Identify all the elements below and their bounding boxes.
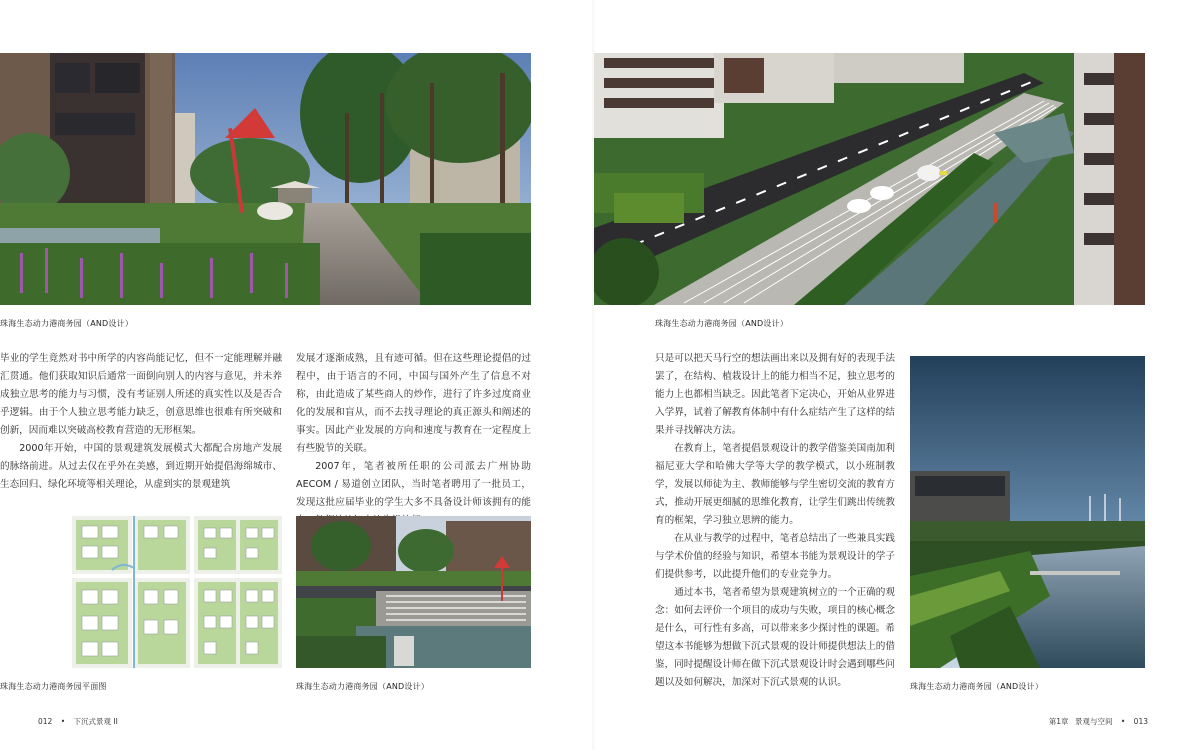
caption-top-left-photo: 珠海生态动力港商务园（AND设计） — [0, 319, 134, 328]
chapter-title: 景观与空间 — [1074, 717, 1113, 726]
photo-sunken-plaza — [296, 516, 531, 668]
paragraph: 2000年开始，中国的景观建筑发展模式大都配合房地产发展的脉络前进。从过去仅在乎外在美感，到近期开始提倡海绵城市、生态回归、绿化环境等相关理论，从虚到实的景观建筑 — [0, 443, 282, 490]
photo-aerial-canal — [594, 53, 1145, 305]
paragraph: 毕业的学生竟然对书中所学的内容尚能记忆，但不一定能理解并融汇贯通。他们获取知识后通常一面倒向别人的内容与意见，并未养成独立思考的能力与习惯，没有考证别人所述的真实性以及是否合乎逻辑。由于个人独立思考能力缺乏，创意思维也很难有所突破和创新，因而难以突破高校教育营造的无形框架。 — [0, 353, 282, 436]
page-number: 012 — [38, 717, 53, 726]
paragraph: 在教育上，笔者提倡景观设计的教学借鉴美国南加利福尼亚大学和哈佛大学等大学的教学模式，以小班制教学，发展以师徒为主、教师能够与学生密切交流的教育方式，推动开展更细腻的思维化教育，让学生们跳出传统教育的框架，学习独立思辨的能力。 — [655, 443, 895, 526]
site-plan-drawing — [72, 516, 282, 668]
caption-site-plan: 珠海生态动力港商务园平面图 — [0, 682, 107, 691]
paragraph: 只是可以把天马行空的想法画出来以及拥有好的表现手法罢了，在结构、植栽设计上的能力相当不足，独立思考的能力上也都相当缺乏。因此笔者下定决心，开始从业界进入学界，试着了解教育体制中有什么症结产生了这样的结果并寻找解决方法。 — [655, 353, 895, 436]
book-title: 下沉式景观 II — [73, 717, 118, 726]
footer-bullet: • — [60, 717, 66, 726]
chapter-label: 第1章 — [1048, 717, 1069, 726]
caption-top-right-photo: 珠海生态动力港商务园（AND设计） — [655, 319, 789, 328]
paragraph: 通过本书，笔者希望为景观建筑树立的一个正确的观念：如何去评价一个项目的成功与失败，项目的核心概念是什么，可行性有多高，可以带来多少探讨性的课题。希望这本书能够为想做下沉式景观的设计师提供想法上的借鉴，同时提醒设计师在做下沉式景观设计时会遇到哪些问题以及如何解决，加深对下沉式景观的认识。 — [655, 587, 895, 688]
caption-bottom-left-photo: 珠海生态动力港商务园（AND设计） — [296, 682, 430, 691]
page-number: 013 — [1133, 717, 1148, 726]
left-footer — [38, 716, 118, 727]
left-text-column-2 — [296, 350, 531, 530]
paragraph: 在从业与教学的过程中，笔者总结出了一些兼具实践与学术价值的经验与知识，希望本书能为景观设计的学子们提供参考，以此提升他们的专业竞争力。 — [655, 533, 895, 580]
right-footer — [1049, 716, 1148, 727]
photo-sunken-garden-pool — [910, 356, 1145, 668]
right-text-column — [655, 350, 895, 692]
paragraph: 发展才逐渐成熟，且有迹可循。但在这些理论提倡的过程中，由于语言的不同，中国与国外产生了信息不对称，由此造成了某些商人的炒作，进行了许多过度商业化的发展和盲从，而不去找寻理论的真正源头和阐述的事实。因此产业发展的方向和速度与教育在一定程度上有些脱节的关联。 — [296, 353, 531, 454]
left-text-column-1 — [0, 350, 282, 494]
photo-boardwalk-red-lamp — [0, 53, 531, 305]
caption-bottom-right-photo: 珠海生态动力港商务园（AND设计） — [910, 682, 1044, 691]
paragraph: 2007年，笔者被所任职的公司派去广州协助AECOM / 易道创立团队，当时笔者聘用了一批员工，发现这批应届毕业的学生大多不具备设计师该拥有的能 — [296, 461, 531, 508]
footer-bullet: • — [1120, 717, 1126, 726]
